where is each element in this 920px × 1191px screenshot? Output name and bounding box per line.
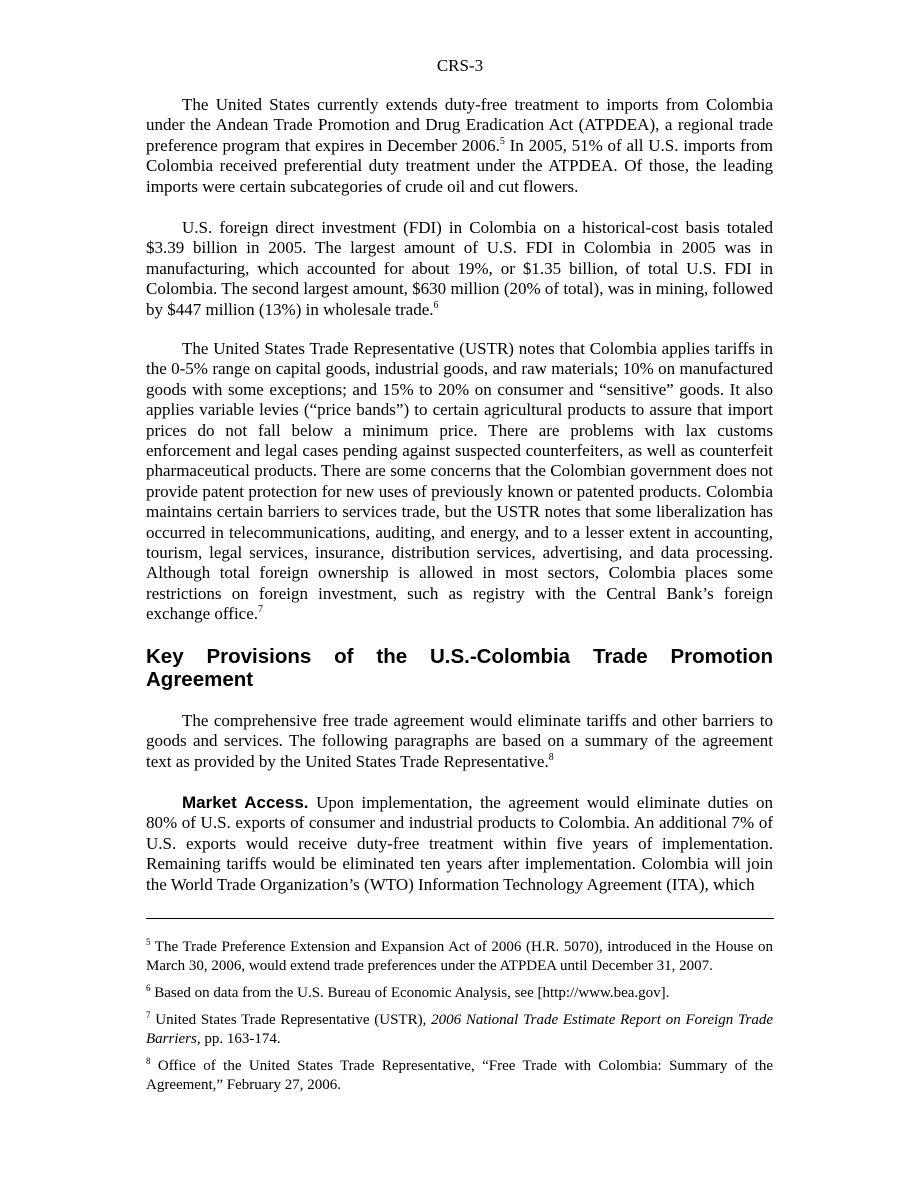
page-number: CRS-3 [436, 56, 484, 75]
section-heading: Key Provisions of the U.S.-Colombia Trade Promotion Agreement [146, 645, 773, 691]
footnote-mark: 8 [146, 1056, 151, 1066]
footnote-text: The Trade Preference Extension and Expansion Act of 2006 (H.R. 5070), introduced in the House on March 30, 2006, would extend trade preferences under the ATPDEA until December 31, 2007. [146, 939, 773, 974]
footnote-mark: 5 [146, 937, 151, 947]
paragraph-atpdea [146, 95, 773, 197]
paragraph-fdi [146, 218, 773, 320]
paragraph-body-cont: In 2005, 51% of all U.S. imports from Colombia received preferential duty treatment under the ATPDEA. Of those, the leading imports were certain subcategories of crude oil and cut flowers. [146, 135, 774, 196]
footnote-ref: 6 [433, 299, 439, 311]
paragraph-text [146, 339, 773, 625]
run-in-heading: Market Access. [182, 793, 309, 812]
footnote-ref: 7 [258, 604, 264, 616]
paragraph-market-access [146, 793, 773, 895]
footnote-mark: 7 [146, 1010, 151, 1020]
paragraph-body: The United States currently extends duty-free treatment to imports from Colombia under the Andean Trade Promotion and Drug Eradication Act (ATPDEA), a regional trade preference program that expires in December 2006. [146, 95, 773, 155]
paragraph-body: The comprehensive free trade agreement would eliminate tariffs and other barriers to goods and services. The following paragraphs are based on a summary of the agreement text as provided by the United States Trade Representative. [146, 711, 773, 771]
footnote-report-title: 2006 National Trade Estimate Report on Foreign Trade Barriers, [146, 1012, 773, 1047]
paragraph-text [146, 711, 773, 772]
footnote-text-tail: pp. 163-174. [200, 1031, 281, 1047]
footnote-ref: 5 [499, 135, 505, 147]
footnote-6 [146, 984, 773, 1003]
paragraph-text [146, 95, 773, 197]
footnote-text: Office of the United States Trade Representative, “Free Trade with Colombia: Summary of the Agreement,” February 27, 2006. [146, 1058, 773, 1093]
footnotes [146, 938, 773, 1103]
paragraph-text [146, 218, 773, 320]
footnote-7 [146, 1011, 773, 1049]
paragraph-ustr-tariffs [146, 339, 773, 625]
paragraph-body: Upon implementation, the agreement would eliminate duties on 80% of U.S. exports of consumer and industrial products to Colombia. An additional 7% of U.S. exports would receive duty-free treatment within five years of implementation. Remaining tariffs would be eliminated ten years after implementation. Colombia will join the World Trade Organization’s (WTO) Information Technology Agreement (ITA), which [146, 793, 773, 894]
paragraph-text [146, 793, 773, 895]
paragraph-body: U.S. foreign direct investment (FDI) in Colombia on a historical-cost basis totaled $3.39 billion in 2005. The largest amount of U.S. FDI in Colombia in 2005 was in manufacturing, which accounted for about 19%, or $1.35 billion, of total U.S. FDI in Colombia. The second largest amount, $630 million (20% of total), was in mining, followed by $447 million (13%) in wholesale trade. [146, 218, 773, 319]
paragraph-body: The United States Trade Representative (USTR) notes that Colombia applies tariffs in the 0-5% range on capital goods, industrial goods, and raw materials; 10% on manufactured goods with some exceptions; and 15% to 20% on consumer and “sensitive” goods. It also applies variable levies (“price bands”) to certain agricultural products to assure that import prices do not fall below a minimum price. There are problems with lax customs enforcement and legal cases pending against suspected counterfeiters, as well as counterfeit pharmaceutical products. There are some concerns that the Colombian government does not provide patent protection for new uses of previously known or patented products. Colombia maintains certain barriers to services trade, but the USTR notes that some liberalization has occurred in telecommunications, auditing, and energy, and to a lesser extent in accounting, tourism, legal services, insurance, distribution services, advertising, and data processing. Although total foreign ownership is allowed in most sectors, Colombia places some restrictions on foreign investment, such as registry with the Central Bank’s foreign exchange office. [146, 339, 773, 624]
footnote-5 [146, 938, 773, 976]
footnote-mark: 6 [146, 983, 151, 993]
paragraph-agreement-summary [146, 711, 773, 772]
footnote-text: United States Trade Representative (USTR), [150, 1012, 432, 1028]
footnote-8 [146, 1057, 773, 1095]
footnote-text: Based on data from the U.S. Bureau of Economic Analysis, see [http://www.bea.gov]. [150, 985, 670, 1001]
footnote-divider [146, 918, 774, 919]
footnote-ref: 8 [548, 751, 554, 763]
